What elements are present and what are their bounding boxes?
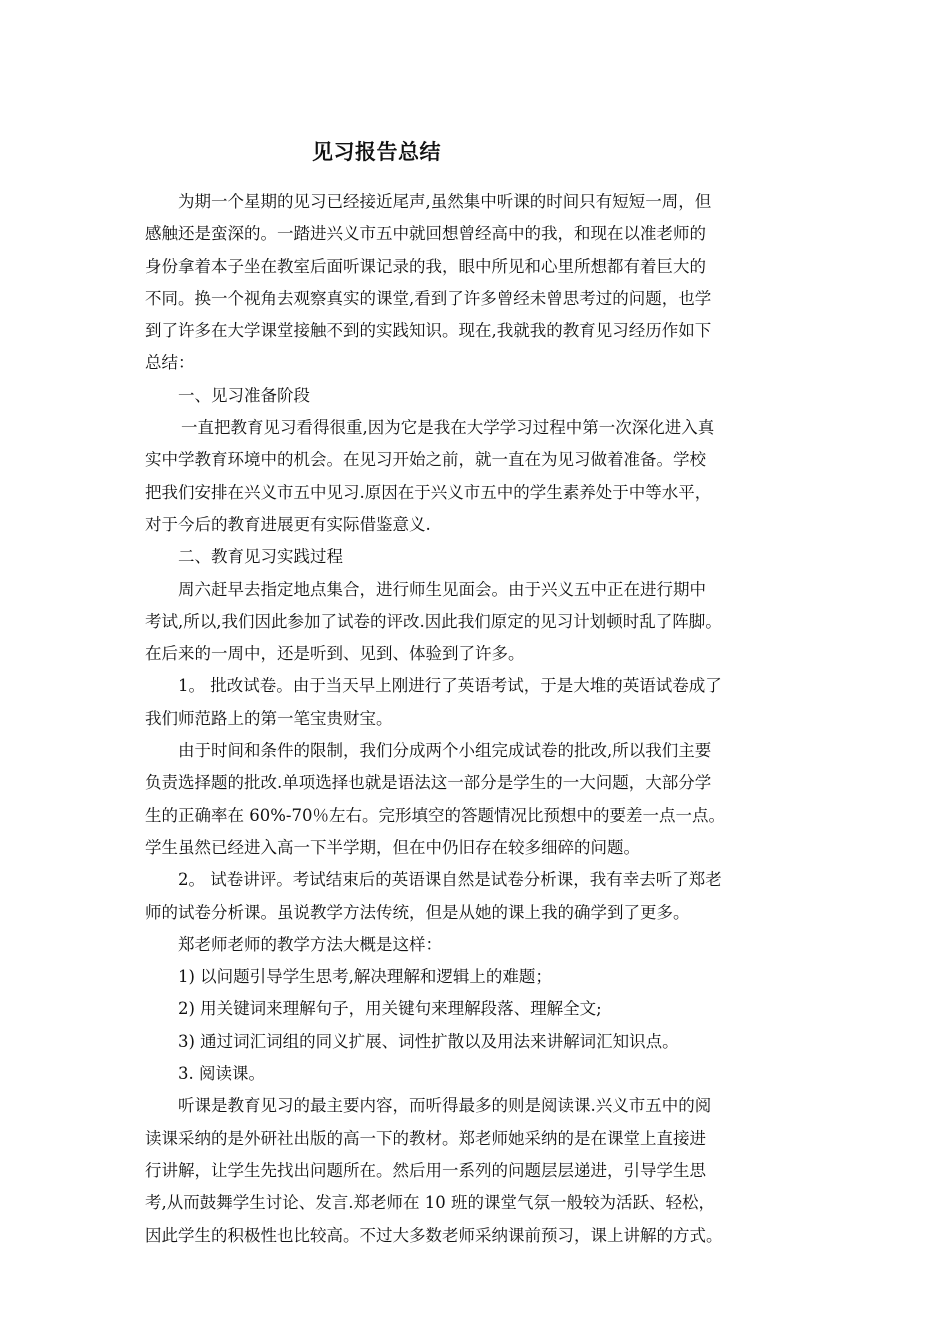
numbered-list-item: 2) 用关键词来理解句子，用关键句来理解段落、理解全文;	[178, 999, 602, 1019]
paragraph-line: 听课是教育见习的最主要内容，而听得最多的则是阅读课.兴义市五中的阅	[178, 1096, 712, 1116]
paragraph-line: 身份拿着本子坐在教室后面听课记录的我，眼中所见和心里所想都有着巨大的	[145, 256, 706, 276]
paragraph-line: 生的正确率在 60%-70％左右。完形填空的答题情况比预想中的要差一点一点。	[145, 805, 725, 825]
paragraph-line: 在后来的一周中，还是听到、见到、体验到了许多。	[145, 644, 525, 664]
paragraph-line: 感触还是蛮深的。一踏进兴义市五中就回想曾经高中的我，和现在以准老师的	[145, 224, 706, 244]
paragraph-line: 郑老师老师的教学方法大概是这样：	[178, 934, 442, 954]
paragraph-line: 对于今后的教育进展更有实际借鉴意义.	[145, 514, 431, 534]
paragraph-line: 因此学生的积极性也比较高。不过大多数老师采纳课前预习，课上讲解的方式。	[145, 1225, 723, 1245]
paragraph-line: 不同。换一个视角去观察真实的课堂,看到了许多曾经未曾思考过的问题，也学	[145, 288, 712, 308]
section-heading: 二、教育见习实践过程	[178, 547, 343, 567]
paragraph-line: 考,从而鼓舞学生讨论、发言.郑老师在 10 班的课堂气氛一般较为活跃、轻松，	[145, 1193, 715, 1213]
paragraph-line: 考试,所以,我们因此参加了试卷的评改.因此我们原定的见习计划顿时乱了阵脚。	[145, 611, 722, 631]
page-title: 见习报告总结	[312, 140, 441, 164]
section-heading: 一、见习准备阶段	[178, 385, 310, 405]
paragraph-line: 我们师范路上的第一笔宝贵财宝。	[145, 708, 393, 728]
paragraph-line: 把我们安排在兴义市五中见习.原因在于兴义市五中的学生素养处于中等水平，	[145, 482, 712, 502]
paragraph-line: 学生虽然已经进入高一下半学期，但在中仍旧存在较多细碎的问题。	[145, 837, 640, 857]
paragraph-line: 周六赶早去指定地点集合，进行师生见面会。由于兴义五中正在进行期中	[178, 579, 706, 599]
paragraph-line: 为期一个星期的见习已经接近尾声,虽然集中听课的时间只有短短一周，但	[178, 192, 712, 211]
list-item-heading: 3. 阅读课。	[178, 1064, 265, 1084]
paragraph-line: 实中学教育环境中的机会。在见习开始之前，就一直在为见习做着准备。学校	[145, 450, 706, 470]
list-item-heading: 1。 批改试卷。由于当天早上刚进行了英语考试，于是大堆的英语试卷成了	[178, 676, 722, 696]
document-body	[145, 186, 815, 1252]
paragraph-line: 读课采纳的是外研社出版的高一下的教材。郑老师她采纳的是在课堂上直接进	[145, 1128, 706, 1148]
numbered-list-item: 3) 通过词汇词组的同义扩展、词性扩散以及用法来讲解词汇知识点。	[178, 1031, 679, 1051]
paragraph-line: 由于时间和条件的限制，我们分成两个小组完成试卷的批改,所以我们主要	[178, 741, 712, 761]
list-item-heading: 2。 试卷讲评。考试结束后的英语课自然是试卷分析课，我有幸去听了郑老	[178, 870, 722, 890]
paragraph-line: 师的试卷分析课。虽说教学方法传统，但是从她的课上我的确学到了更多。	[145, 902, 690, 922]
paragraph-line: 总结：	[145, 353, 195, 373]
paragraph-line: 行讲解，让学生先找出问题所在。然后用一系列的问题层层递进，引导学生思	[145, 1160, 706, 1180]
paragraph-line: 负责选择题的批改.单项选择也就是语法这一部分是学生的一大问题，大部分学	[145, 773, 712, 793]
paragraph-line: 到了许多在大学课堂接触不到的实践知识。现在,我就我的教育见习经历作如下	[145, 321, 712, 341]
paragraph-line: 一直把教育见习看得很重,因为它是我在大学学习过程中第一次深化进入真	[181, 418, 715, 438]
numbered-list-item: 1) 以问题引导学生思考,解决理解和逻辑上的难题；	[178, 967, 552, 987]
